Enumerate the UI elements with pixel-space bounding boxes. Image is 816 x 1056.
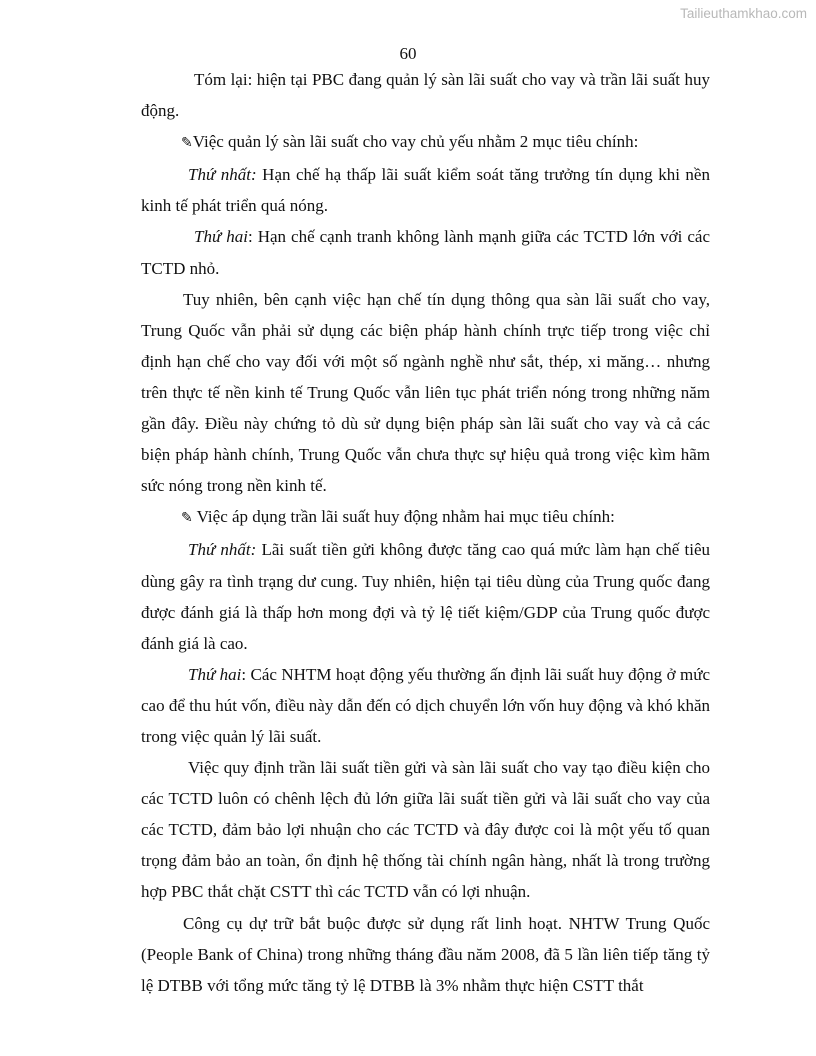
- paragraph-summary: Tóm lại: hiện tại PBC đang quản lý sàn lãi suất cho vay và trần lãi suất huy động.: [141, 70, 710, 121]
- pencil-arrow-icon: ✎: [181, 135, 193, 152]
- paragraph-deposit-cap-heading: ✎ Việc áp dụng trần lãi suất huy động nhằm hai mục tiêu chính:: [181, 507, 615, 527]
- first-label: Thứ nhất:: [188, 165, 257, 185]
- pencil-arrow-icon: ✎: [181, 510, 193, 527]
- paragraph-floor-second: Thứ hai: Hạn chế cạnh tranh không lành mạnh giữa các TCTD lớn với các TCTD nhỏ.: [141, 227, 711, 278]
- paragraph-however: Tuy nhiên, bên cạnh việc hạn chế tín dụng thông qua sàn lãi suất cho vay, Trung Quốc vẫn phải sử dụng các biện pháp hành chính trực tiếp trong việc chỉ định hạn chế cho vay đối với một số ngành nghề như sắt, thép, xi măng… nhưng trên thực tế nền kinh tế Trung Quốc vẫn liên tục phát triển nóng trong những năm gần đây. Điều này chứng tỏ dù sử dụng biện pháp sàn lãi suất cho vay và cả các biện pháp hành chính, Trung Quốc vẫn chưa thực sự hiệu quả trong việc kìm hãm sức nóng trong nền kinh tế.: [141, 289, 710, 496]
- watermark: Tailieuthamkhao.com: [680, 6, 807, 21]
- page-number: 60: [399, 44, 417, 63]
- document-body: [141, 64, 710, 1001]
- paragraph-cap-second: Thứ hai: Các NHTM hoạt động yếu thường ấn định lãi suất huy động ở mức cao để thu hút vốn, điều này dẫn đến có dịch chuyển lớn vốn huy động và khó khăn trong việc quản lý lãi suất.: [141, 664, 710, 746]
- paragraph-lending-floor-heading: ✎Việc quản lý sàn lãi suất cho vay chủ yếu nhằm 2 mục tiêu chính:: [181, 132, 639, 152]
- first-label: Thứ nhất:: [188, 540, 257, 560]
- paragraph-cap-first: Thứ nhất: Lãi suất tiền gửi không được tăng cao quá mức làm hạn chế tiêu dùng gây ra tình trạng dư cung. Tuy nhiên, hiện tại tiêu dùng của Trung quốc đang được đánh giá là thấp hơn mong đợi và tỷ lệ tiết kiệm/GDP của Trung quốc được đánh giá là cao.: [141, 540, 710, 653]
- second-label: Thứ hai: [194, 227, 248, 247]
- paragraph-regulation: Việc quy định trần lãi suất tiền gửi và sàn lãi suất cho vay tạo điều kiện cho các TCTD luôn có chênh lệch đủ lớn giữa lãi suất tiền gửi và lãi suất cho vay của các TCTD, đảm bảo lợi nhuận cho các TCTD và đây được coi là một yếu tố quan trọng đảm bảo an toàn, ổn định hệ thống tài chính ngân hàng, nhất là trong trường hợp PBC thắt chặt CSTT thì các TCTD vẫn có lợi nhuận.: [141, 758, 710, 902]
- second-label: Thứ hai: [188, 664, 242, 684]
- paragraph-floor-first: Thứ nhất: Hạn chế hạ thấp lãi suất kiểm soát tăng trưởng tín dụng khi nền kinh tế phát triển quá nóng.: [141, 165, 710, 216]
- paragraph-reserve-requirement: Công cụ dự trữ bắt buộc được sử dụng rất linh hoạt. NHTW Trung Quốc (People Bank of China) trong những tháng đầu năm 2008, đã 5 lần liên tiếp tăng tỷ lệ DTBB với tổng mức tăng tỷ lệ DTBB là 3% nhằm thực hiện CSTT thắt: [141, 913, 710, 995]
